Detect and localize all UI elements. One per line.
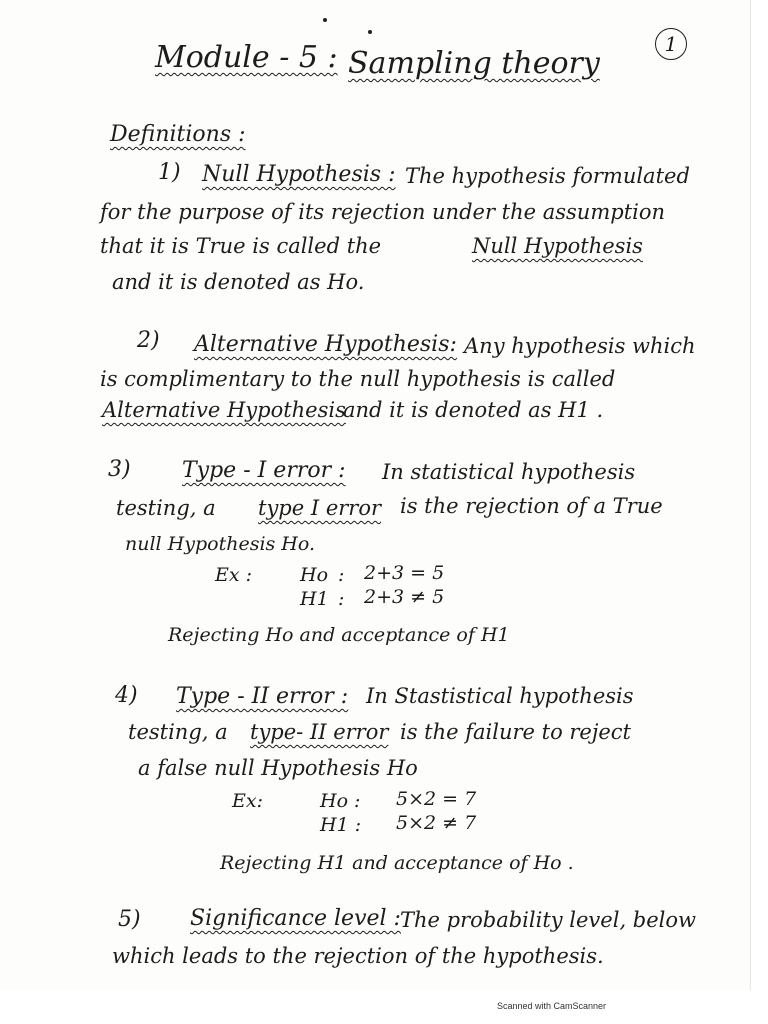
type-2-error-term: Type - II error : xyxy=(176,684,349,709)
ink-dot xyxy=(368,30,372,34)
section-3-number: 3) xyxy=(108,457,131,482)
null-hypothesis-term-underlined: Null Hypothesis xyxy=(472,234,643,258)
section-4-line: is the failure to reject xyxy=(400,720,631,744)
section-1-line: The hypothesis formulated xyxy=(405,164,690,188)
example-label: Ex : xyxy=(215,564,253,586)
section-4-line: In Stastistical hypothesis xyxy=(366,684,634,708)
alternative-hypothesis-term: Alternative Hypothesis: xyxy=(194,332,457,357)
section-2-line: Any hypothesis which xyxy=(464,334,696,358)
alternative-hypothesis-term-underlined: Alternative Hypothesis xyxy=(102,398,346,422)
example-expression: 2+3 ≠ 5 xyxy=(364,586,445,608)
type-1-error-term: Type - I error : xyxy=(182,458,346,483)
section-2-line: is complimentary to the null hypothesis is called xyxy=(100,367,616,391)
null-hypothesis-term: Null Hypothesis : xyxy=(202,162,396,187)
topic-title: Sampling theory xyxy=(348,46,600,81)
section-5-number: 5) xyxy=(118,907,141,932)
type-2-error-underlined: type- II error xyxy=(250,720,389,744)
scanner-watermark: Scanned with CamScanner xyxy=(497,1001,607,1011)
section-5-line: which leads to the rejection of the hypothesis. xyxy=(112,944,604,968)
example-hypothesis: Ho xyxy=(300,564,329,586)
section-5-line: The probability level, below xyxy=(400,908,696,932)
section-4-conclusion: Rejecting H1 and acceptance of Ho . xyxy=(220,852,574,874)
ink-dot xyxy=(323,18,327,22)
section-1-line: that it is True is called the xyxy=(100,234,382,258)
significance-level-term: Significance level : xyxy=(190,906,401,931)
section-1-number: 1) xyxy=(158,160,181,185)
example-expression: 5×2 = 7 xyxy=(396,788,477,810)
page-number: 1 xyxy=(655,28,687,60)
example-hypothesis: H1 : xyxy=(320,814,362,836)
section-2-number: 2) xyxy=(137,328,160,353)
section-3-line: In statistical hypothesis xyxy=(382,460,636,484)
example-separator: : xyxy=(338,588,345,610)
section-4-number: 4) xyxy=(115,683,138,708)
example-hypothesis: Ho : xyxy=(320,790,361,812)
example-expression: 2+3 = 5 xyxy=(364,562,445,584)
section-1-line: for the purpose of its rejection under the assumption xyxy=(100,200,666,224)
section-3-line: testing, a xyxy=(116,496,216,520)
section-3-conclusion: Rejecting Ho and acceptance of H1 xyxy=(168,624,510,646)
example-expression: 5×2 ≠ 7 xyxy=(396,812,477,834)
section-4-line: a false null Hypothesis Ho xyxy=(138,756,418,780)
section-3-line: is the rejection of a True xyxy=(400,494,663,518)
module-title: Module - 5 : xyxy=(155,40,338,75)
example-hypothesis: H1 xyxy=(300,588,329,610)
section-1-line: and it is denoted as Ho. xyxy=(112,270,365,294)
definitions-heading: Definitions : xyxy=(110,122,246,147)
example-separator: : xyxy=(338,564,345,586)
example-label: Ex: xyxy=(232,790,263,812)
section-2-line: and it is denoted as H1 . xyxy=(343,398,604,422)
type-1-error-underlined: type I error xyxy=(258,496,382,520)
section-3-line: null Hypothesis Ho. xyxy=(125,533,316,555)
section-4-line: testing, a xyxy=(128,720,228,744)
